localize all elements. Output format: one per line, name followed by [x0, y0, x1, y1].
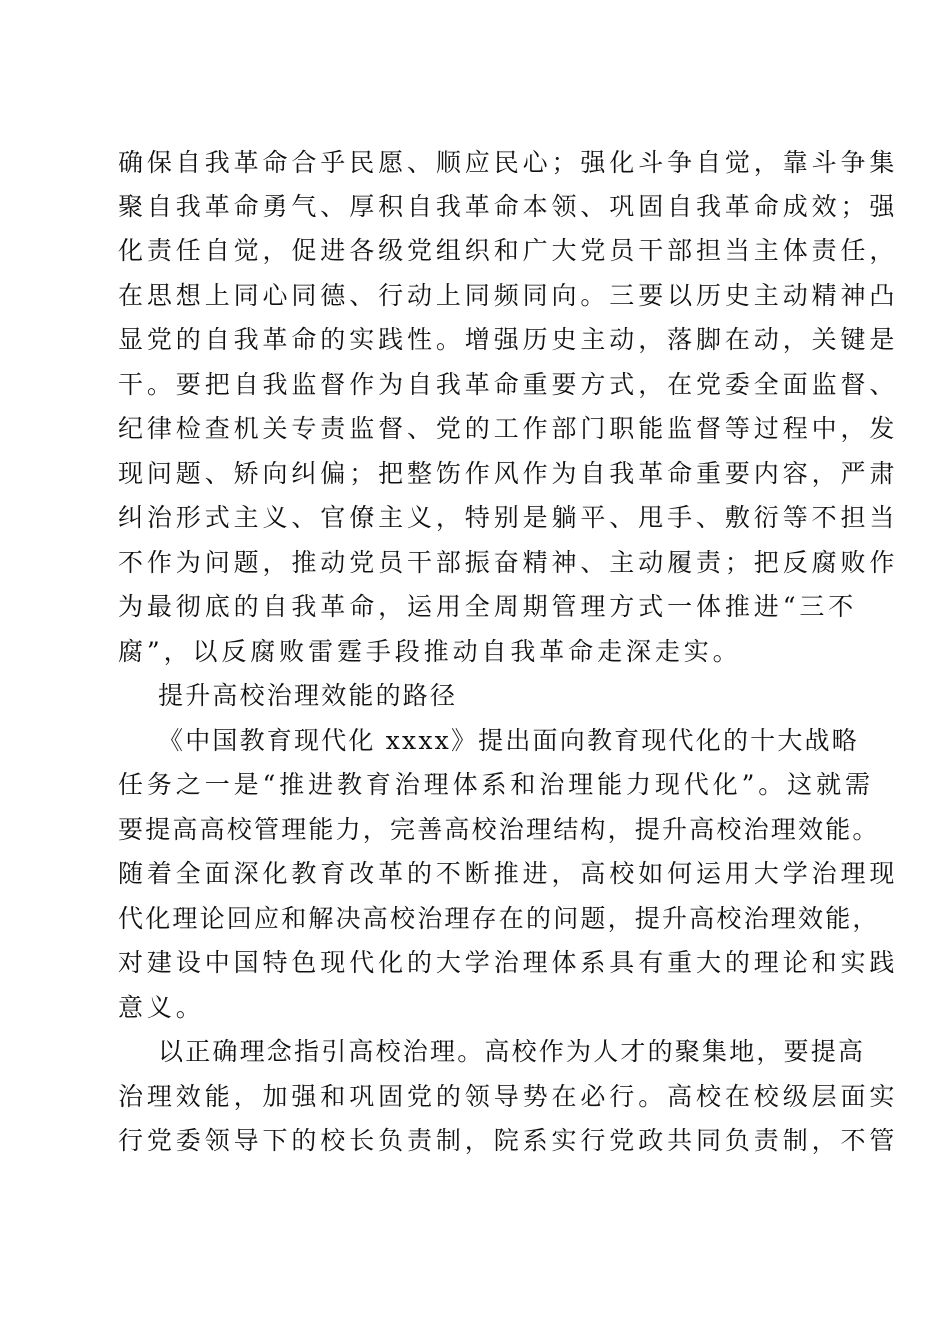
text-line: 现问题、矫向纠偏；把整饬作风作为自我革命重要内容，严肃 — [118, 459, 899, 488]
text-line: 显党的自我革命的实践性。增强历史主动，落脚在动，关键是 — [118, 325, 899, 354]
text-line: 干。要把自我监督作为自我革命重要方式，在党委全面监督、 — [118, 370, 899, 399]
text-line: 意义。 — [118, 993, 205, 1022]
text-line: 代化理论回应和解决高校治理存在的问题，提升高校治理效能， — [118, 904, 880, 933]
text-line: 聚自我革命勇气、厚积自我革命本领、巩固自我革命成效；强 — [118, 192, 899, 221]
text-line: 纪律检查机关专责监督、党的工作部门职能监督等过程中，发 — [118, 414, 899, 443]
text-line: 要提高高校管理能力，完善高校治理结构，提升高校治理效能。 — [118, 815, 880, 844]
text-line: 腐”，以反腐败雷霆手段推动自我革命走深走实。 — [118, 637, 742, 666]
text-line: 《中国教育现代化 xxxx》提出面向教育现代化的十大战略 — [158, 726, 859, 755]
text-line: 不作为问题，推动党员干部振奋精神、主动履责；把反腐败作 — [118, 548, 899, 577]
text-line: 化责任自觉，促进各级党组织和广大党员干部担当主体责任， — [118, 236, 899, 265]
text-line: 为最彻底的自我革命，运用全周期管理方式一体推进“三不 — [118, 592, 858, 621]
text-line: 随着全面深化教育改革的不断推进，高校如何运用大学治理现 — [118, 859, 899, 888]
text-line: 行党委领导下的校长负责制，院系实行党政共同负责制，不管 — [118, 1126, 899, 1155]
text-line: 在思想上同心同德、行动上同频同向。三要以历史主动精神凸 — [118, 281, 899, 310]
text-line: 任务之一是“推进教育治理体系和治理能力现代化”。这就需 — [118, 770, 874, 799]
text-line: 对建设中国特色现代化的大学治理体系具有重大的理论和实践 — [118, 948, 899, 977]
text-line: 确保自我革命合乎民愿、顺应民心；强化斗争自觉，靠斗争集 — [118, 148, 899, 177]
text-line: 以正确理念指引高校治理。高校作为人才的聚集地，要提高 — [158, 1037, 866, 1066]
text-line: 纠治形式主义、官僚主义，特别是躺平、甩手、敷衍等不担当 — [118, 503, 899, 532]
section-heading: 提升高校治理效能的路径 — [158, 681, 458, 710]
text-line: 治理效能，加强和巩固党的领导势在必行。高校在校级层面实 — [118, 1082, 899, 1111]
